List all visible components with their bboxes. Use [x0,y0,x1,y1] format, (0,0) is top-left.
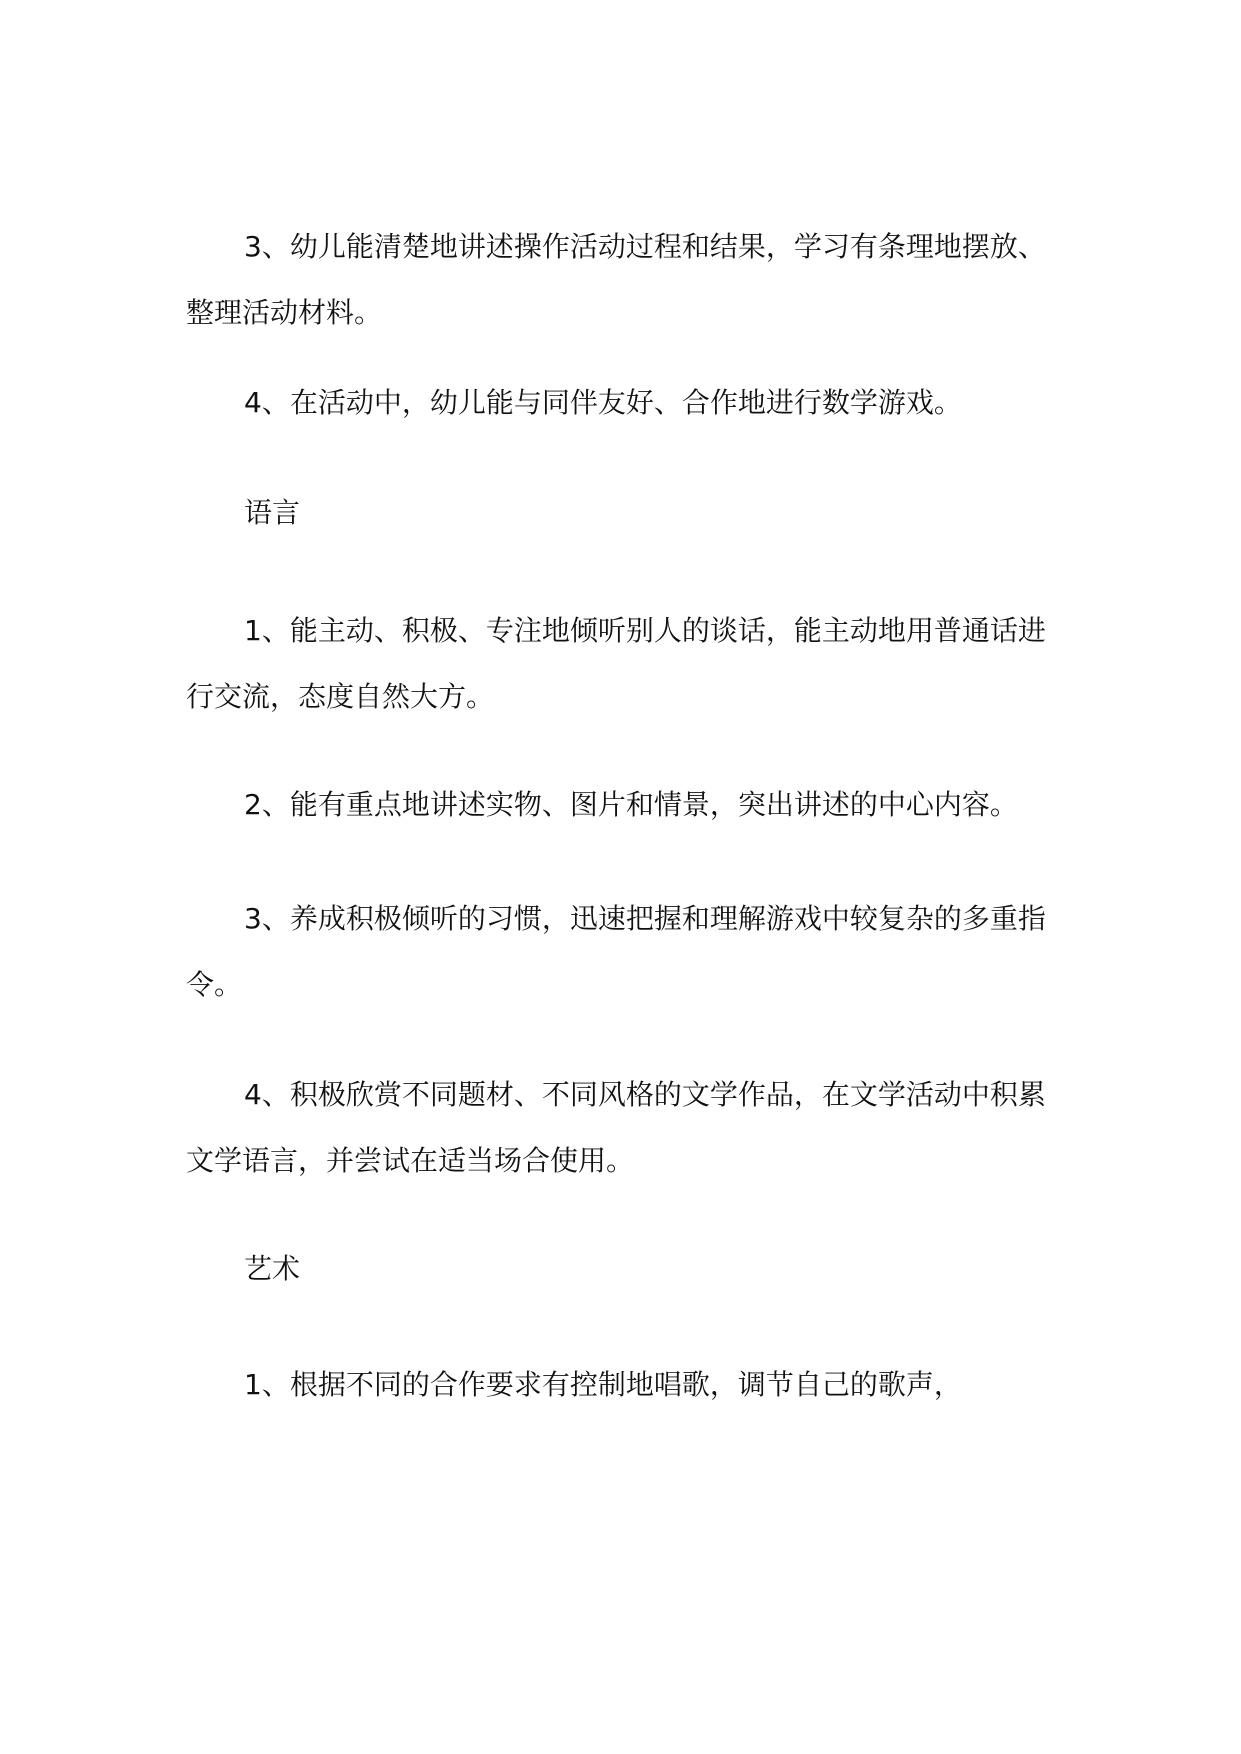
section-heading-art: 艺术 [244,1252,301,1285]
language-goal-1-paragraph: 1、能主动、积极、专注地倾听别人的谈话，能主动地用普通话进行交流，态度自然大方。 [186,614,1046,713]
section-heading-language: 语言 [244,496,301,529]
language-goal-4-paragraph: 4、积极欣赏不同题材、不同风格的文学作品，在文学活动中积累文学语言，并尝试在适当场合使用。 [186,1078,1046,1177]
math-goal-4-paragraph: 4、在活动中，幼儿能与同伴友好、合作地进行数学游戏。 [244,386,962,419]
language-goal-3-paragraph: 3、养成积极倾听的习惯，迅速把握和理解游戏中较复杂的多重指令。 [186,902,1046,1001]
art-goal-1-paragraph: 1、根据不同的合作要求有控制地唱歌，调节自己的歌声， [244,1368,962,1401]
language-goal-2-paragraph: 2、能有重点地讲述实物、图片和情景，突出讲述的中心内容。 [244,788,1018,821]
math-goal-3-paragraph: 3、幼儿能清楚地讲述操作活动过程和结果，学习有条理地摆放、整理活动材料。 [186,230,1046,329]
